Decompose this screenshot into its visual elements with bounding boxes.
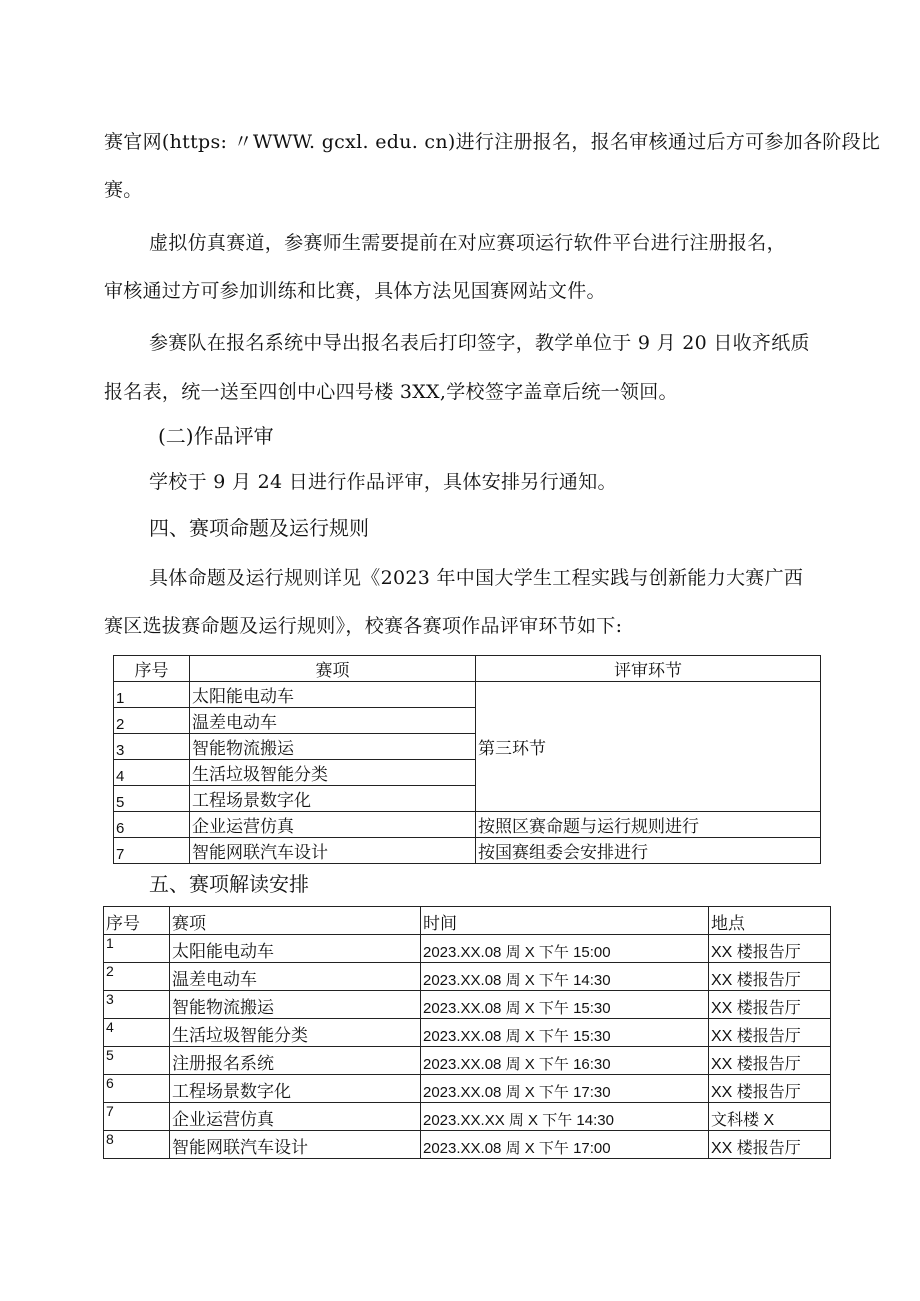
row-event: 太阳能电动车 xyxy=(170,935,421,963)
row-event: 温差电动车 xyxy=(170,963,421,991)
table-row xyxy=(104,1047,831,1075)
row-event: 企业运营仿真 xyxy=(170,1103,421,1131)
row-number: 5 xyxy=(114,786,190,812)
section-heading-rules: 四、赛项命题及运行规则 xyxy=(149,516,369,540)
row-event: 生活垃圾智能分类 xyxy=(190,760,476,786)
row-event: 太阳能电动车 xyxy=(190,682,476,708)
row-number: 8 xyxy=(104,1131,170,1159)
row-number: 3 xyxy=(104,991,170,1019)
column-header-time: 时间 xyxy=(421,907,709,935)
paragraph-registration-line2: 赛。 xyxy=(104,179,143,201)
row-event: 工程场景数字化 xyxy=(170,1075,421,1103)
row-review-stage: 按国赛组委会安排进行 xyxy=(476,838,821,864)
column-header-event: 赛项 xyxy=(190,656,476,682)
table-row xyxy=(104,1131,831,1159)
table-row xyxy=(114,812,821,838)
row-number: 6 xyxy=(114,812,190,838)
row-time: 2023.XX.08 周 X 下午 15:30 xyxy=(421,991,709,1019)
column-header-number: 序号 xyxy=(104,907,170,935)
row-event: 智能网联汽车设计 xyxy=(170,1131,421,1159)
row-event: 智能网联汽车设计 xyxy=(190,838,476,864)
table-row xyxy=(104,963,831,991)
table-row xyxy=(104,1019,831,1047)
row-event: 智能物流搬运 xyxy=(190,734,476,760)
row-number: 5 xyxy=(104,1047,170,1075)
row-review-stage: 按照区赛命题与运行规则进行 xyxy=(476,812,821,838)
row-time: 2023.XX.08 周 X 下午 16:30 xyxy=(421,1047,709,1075)
table-header-row xyxy=(104,907,831,935)
paragraph-virtual-line2: 审核通过方可参加训练和比赛，具体方法见国赛网站文件。 xyxy=(104,280,606,302)
column-header-review-stage: 评审环节 xyxy=(476,656,821,682)
table-header-row xyxy=(114,656,821,682)
row-time: 2023.XX.08 周 X 下午 17:30 xyxy=(421,1075,709,1103)
row-location: XX 楼报告厅 xyxy=(709,963,831,991)
row-time: 2023.XX.XX 周 X 下午 14:30 xyxy=(421,1103,709,1131)
subheading-work-review: (二)作品评审 xyxy=(158,424,274,448)
row-number: 2 xyxy=(104,963,170,991)
row-time: 2023.XX.08 周 X 下午 17:00 xyxy=(421,1131,709,1159)
row-location: XX 楼报告厅 xyxy=(709,1019,831,1047)
row-number: 1 xyxy=(114,682,190,708)
row-number: 4 xyxy=(114,760,190,786)
row-event: 注册报名系统 xyxy=(170,1047,421,1075)
paragraph-virtual-line1: 虚拟仿真赛道，参赛师生需要提前在对应赛项运行软件平台进行注册报名， xyxy=(149,232,786,254)
table-row xyxy=(114,682,821,708)
row-event: 温差电动车 xyxy=(190,708,476,734)
paragraph-rules-line2: 赛区选拔赛命题及运行规则》，校赛各赛项作品评审环节如下: xyxy=(104,615,623,637)
row-location: XX 楼报告厅 xyxy=(709,1047,831,1075)
row-time: 2023.XX.08 周 X 下午 15:30 xyxy=(421,1019,709,1047)
table-row xyxy=(104,1075,831,1103)
row-location: 文科楼 X xyxy=(709,1103,831,1131)
column-header-number: 序号 xyxy=(114,656,190,682)
column-header-location: 地点 xyxy=(709,907,831,935)
column-header-event: 赛项 xyxy=(170,907,421,935)
row-event: 智能物流搬运 xyxy=(170,991,421,1019)
section-heading-schedule: 五、赛项解读安排 xyxy=(149,872,309,896)
row-number: 2 xyxy=(114,708,190,734)
table-row xyxy=(104,1103,831,1131)
table-row xyxy=(104,935,831,963)
row-location: XX 楼报告厅 xyxy=(709,1075,831,1103)
table-row xyxy=(114,838,821,864)
row-event: 生活垃圾智能分类 xyxy=(170,1019,421,1047)
row-number: 6 xyxy=(104,1075,170,1103)
row-time: 2023.XX.08 周 X 下午 15:00 xyxy=(421,935,709,963)
row-location: XX 楼报告厅 xyxy=(709,1131,831,1159)
paragraph-signup-line2: 报名表，统一送至四创中心四号楼 3XX,学校签字盖章后统一领回。 xyxy=(104,381,678,403)
paragraph-rules-line1: 具体命题及运行规则详见《2023 年中国大学生工程实践与创新能力大赛广西 xyxy=(149,567,804,589)
schedule-table xyxy=(103,906,831,1159)
row-number: 1 xyxy=(104,935,170,963)
review-stage-table xyxy=(113,655,821,864)
row-number: 7 xyxy=(104,1103,170,1131)
row-number: 7 xyxy=(114,838,190,864)
row-event: 企业运营仿真 xyxy=(190,812,476,838)
paragraph-review-date: 学校于 9 月 24 日进行作品评审，具体安排另行通知。 xyxy=(149,471,617,493)
row-number: 3 xyxy=(114,734,190,760)
merged-review-stage: 第三环节 xyxy=(476,682,821,812)
paragraph-registration-line1: 赛官网(https: 〃WWW. gcxl. edu. cn)进行注册报名，报名审核通过后方可参加各阶段比 xyxy=(104,131,881,153)
row-number: 4 xyxy=(104,1019,170,1047)
row-location: XX 楼报告厅 xyxy=(709,935,831,963)
table-row xyxy=(104,991,831,1019)
row-time: 2023.XX.08 周 X 下午 14:30 xyxy=(421,963,709,991)
row-location: XX 楼报告厅 xyxy=(709,991,831,1019)
paragraph-signup-line1: 参赛队在报名系统中导出报名表后打印签字，教学单位于 9 月 20 日收齐纸质 xyxy=(149,332,810,354)
row-event: 工程场景数字化 xyxy=(190,786,476,812)
